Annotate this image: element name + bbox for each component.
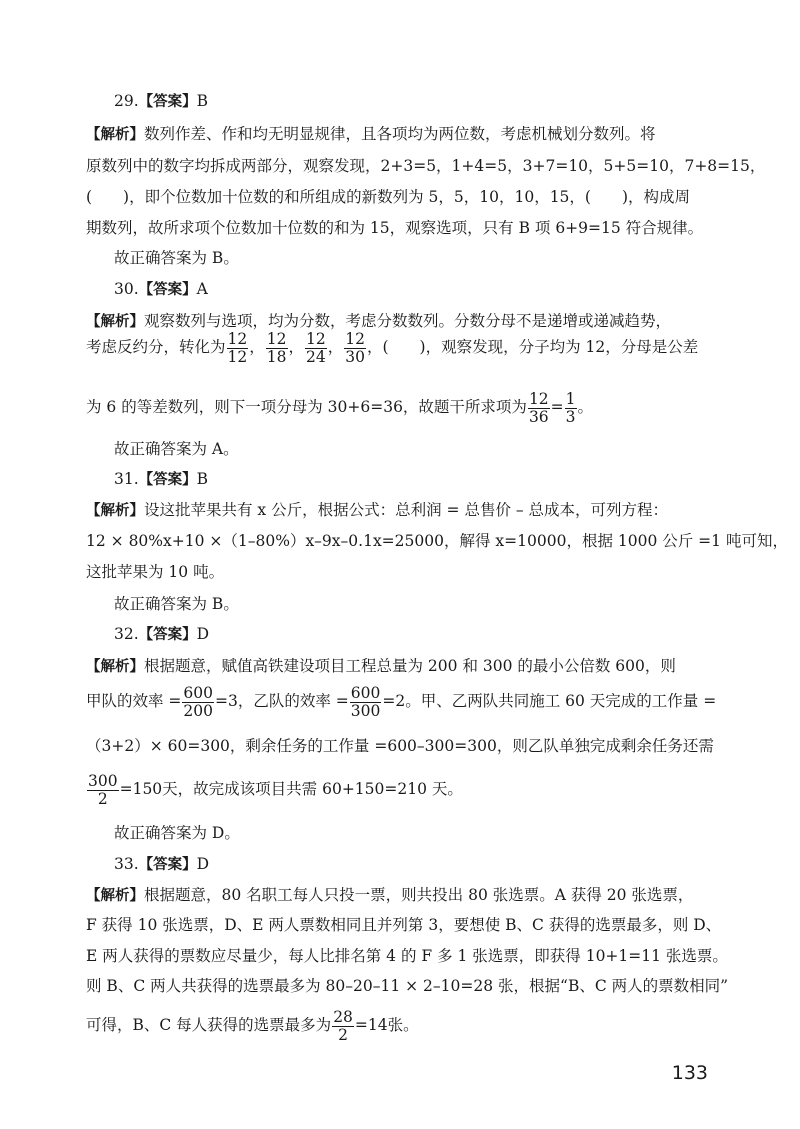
numerator: 12 — [266, 329, 287, 348]
denominator: 3 — [565, 407, 576, 426]
numerator: 12 — [306, 329, 326, 348]
q30-explanation-label: 【解析】 — [86, 314, 144, 330]
numerator: 12 — [528, 389, 549, 408]
denominator: 36 — [528, 407, 549, 426]
q32-text-4: =150天，故完成该项目共需 60+150=210 天。 — [119, 780, 463, 798]
numerator: 600 — [350, 683, 381, 702]
numerator: 12 — [227, 329, 248, 348]
page-number: 133 — [671, 1062, 708, 1084]
denominator: 24 — [306, 347, 326, 366]
q29-answer: B — [196, 92, 209, 110]
q32-text-1: 根据题意，赋值高铁建设项目工程总量为 200 和 300 的最小公倍数 600，则 — [144, 657, 676, 675]
q31-text-1: 设这批苹果共有 x 公斤，根据公式：总利润 = 总售价 – 总成本，可列方程： — [144, 501, 669, 519]
denominator: 2 — [97, 789, 108, 808]
equals-sign: = — [550, 398, 564, 416]
q33-answer-line — [114, 852, 754, 877]
q33-answer: D — [196, 855, 210, 873]
fraction — [227, 331, 249, 366]
q33-explanation-label: 【解析】 — [86, 888, 144, 904]
denominator: 30 — [345, 347, 365, 366]
denominator: 2 — [338, 1025, 348, 1044]
q29-explanation-line-1 — [86, 122, 726, 147]
fraction — [266, 331, 288, 366]
q32-explanation-line-3: （3+2）× 60=300，剩余任务的工作量 =600–300=300，则乙队单独完成剩余任务还需 — [86, 737, 714, 755]
q33-text-5a: 可得，B、C 每人获得的选票最多为 — [86, 1016, 332, 1034]
fraction — [344, 331, 366, 366]
numerator: 1 — [565, 389, 576, 408]
numerator: 12 — [345, 329, 365, 348]
q31-answer-line — [114, 467, 754, 492]
denominator: 12 — [227, 347, 248, 366]
q31-explanation-line-3: 这批苹果为 10 吨。 — [86, 563, 225, 581]
separator: ， — [288, 338, 305, 356]
denominator: 18 — [266, 347, 287, 366]
q30-answer-line — [114, 277, 754, 302]
q29-explanation-line-4: 期数列，故所求项个位数加十位数的和为 15，观察选项，只有 B 项 6+9=15 符合规律。 — [86, 219, 704, 237]
q29-explanation-line-2: 原数列中的数字均拆成两部分，观察发现，2+3=5，1+4=5，3+7=10，5+5=10，7+8=15， — [86, 157, 766, 175]
denominator: 300 — [350, 701, 381, 720]
q30-conclusion: 故正确答案为 A。 — [114, 440, 239, 458]
q32-answer-line — [114, 622, 754, 647]
q31-explanation-line-1 — [86, 498, 726, 523]
q32-answer-label: 【答案】 — [138, 627, 197, 643]
q30-text-3a: 为 6 的等差数列，则下一项分母为 30+6=36，故题干所求项为 — [86, 398, 527, 416]
q32-explanation-label: 【解析】 — [86, 659, 144, 675]
q29-answer-label: 【答案】 — [138, 94, 197, 110]
numerator: 600 — [183, 683, 214, 702]
q30-answer: A — [196, 280, 208, 298]
q30-text-2b: ，( )，观察发现，分子均为 12，分母是公差 — [367, 338, 699, 356]
q33-explanation-line-3: E 两人获得的票数应尽量少，每人比排名第 4 的 F 多 1 张选票，即获得 10+1=11 张选票。 — [86, 947, 728, 965]
q32-explanation-line-4 — [86, 767, 726, 811]
q29-answer-line — [114, 89, 754, 114]
q33-explanation-line-5 — [86, 1003, 726, 1047]
q30-number: 30. — [114, 280, 139, 298]
q31-answer: B — [196, 470, 209, 488]
q32-explanation-line-1 — [86, 654, 726, 679]
separator: ， — [327, 338, 344, 356]
q31-conclusion: 故正确答案为 B。 — [114, 595, 239, 613]
q33-text-1: 根据题意，80 名职工每人只投一票，则共投出 80 张选票。A 获得 20 张选票， — [144, 886, 694, 904]
q29-conclusion: 故正确答案为 B。 — [114, 249, 239, 267]
fraction — [565, 391, 577, 426]
numerator: 28 — [333, 1007, 353, 1026]
q30-explanation-line-2 — [86, 325, 726, 369]
q32-text-2b: =3，乙队的效率 = — [215, 692, 349, 710]
q33-text-5b: =14张。 — [354, 1016, 419, 1034]
fraction — [528, 391, 550, 426]
q32-text-2c: =2。甲、乙两队共同施工 60 天完成的工作量 = — [382, 692, 717, 710]
q32-explanation-line-2 — [86, 679, 726, 723]
fraction — [332, 1009, 354, 1044]
q32-text-2a: 甲队的效率 = — [86, 692, 182, 710]
q32-answer: D — [196, 625, 210, 643]
q29-explanation-label: 【解析】 — [86, 127, 144, 143]
q29-explanation-line-3: ( )，即个位数加十位数的和所组成的新数列为 5，5，10，10，15，( )，构成周 — [86, 188, 691, 206]
q30-text-2a: 考虑反约分，转化为 — [86, 338, 226, 356]
fraction — [350, 685, 382, 720]
q33-answer-label: 【答案】 — [138, 857, 197, 873]
fraction — [182, 685, 214, 720]
q31-explanation-label: 【解析】 — [86, 503, 144, 519]
fraction — [305, 331, 327, 366]
q31-answer-label: 【答案】 — [138, 472, 197, 488]
denominator: 200 — [183, 701, 214, 720]
q30-text-3b: 。 — [577, 398, 594, 416]
q30-text-1: 观察数列与选项，均为分数，考虑分数数列。分数分母不是递增或递减趋势， — [144, 312, 672, 330]
q31-explanation-line-2: 12 × 80%x+10 ×（1–80%）x–9x–0.1x=25000，解得 x=10000，根据 1000 公斤 =1 吨可知， — [86, 532, 788, 550]
q33-explanation-line-2: F 获得 10 张选票，D、E 两人票数相同且并列第 3，要想使 B、C 获得的选票最多，则 D、 — [86, 916, 722, 934]
q31-number: 31. — [114, 470, 139, 488]
numerator: 300 — [88, 771, 118, 790]
q29-number: 29. — [114, 92, 139, 110]
q33-number: 33. — [114, 855, 139, 873]
q30-answer-label: 【答案】 — [138, 282, 197, 298]
fraction — [87, 773, 119, 808]
q32-conclusion: 故正确答案为 D。 — [114, 824, 240, 842]
q33-explanation-line-4: 则 B、C 两人共获得的选票最多为 80–20–11 × 2–10=28 张，根据“B、C 两人的票数相同” — [86, 977, 729, 995]
q32-number: 32. — [114, 625, 139, 643]
separator: ， — [249, 338, 265, 356]
q30-explanation-line-3 — [86, 385, 726, 429]
q29-text-1: 数列作差、作和均无明显规律，且各项均为两位数，考虑机械划分数列。将 — [144, 125, 656, 143]
q33-explanation-line-1 — [86, 883, 726, 908]
